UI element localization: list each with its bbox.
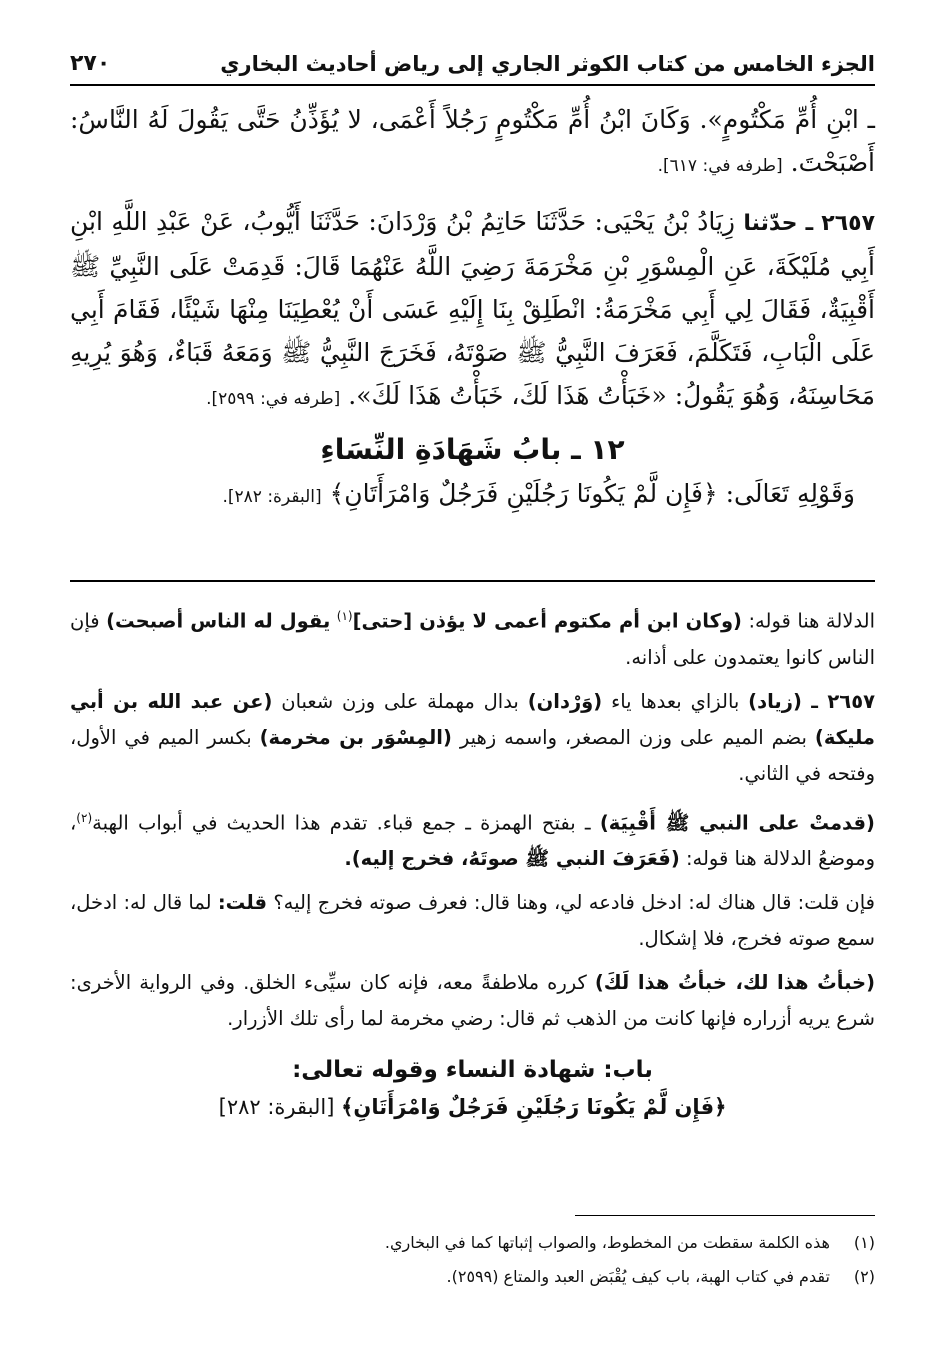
hadith-text xyxy=(70,98,875,519)
footnote-number: (٢) xyxy=(853,1267,875,1286)
chapter-verse: وَقَوْلِهِ تَعَالَى: ﴿فَإِن لَّمْ يَكُونَا رَجُلَيْنِ فَرَجُلٌ وَامْرَأَتَانِ﴾ [البقرة: ٢٨٢]. xyxy=(222,479,855,508)
commentary-paragraph-4: فإن قلت: قال هناك له: ادخل فادعه لي، وهنا قال: فعرف صوته فخرج إليه؟ قلت: لما قال له: ادخل، سمع صوته فخرج، فلا إشكال. xyxy=(70,891,876,950)
footnote-1 xyxy=(70,1226,875,1260)
footnote-text: تقدم في كتاب الهبة، باب كيف يُقْبَض العبد والمتاع (٢٥٩٩). xyxy=(446,1267,830,1286)
matn-paragraph-1: ـ ابْنِ أُمِّ مَكْتُومٍ». وَكَانَ ابْنُ أُمِّ مَكْتُومٍ رَجُلاً أَعْمَى، لا يُؤَذِّنُ حَتَّى يَقُولَ لَهُ النَّاسُ: أَصْبَحْتَ. [طرفه في: ٦١٧]. xyxy=(70,105,875,177)
commentary-paragraph-5: (خبأتُ هذا لك، خبأتُ هذا لَكَ) كرره ملاطفةً معه، فإنه كان سيِّىء الخلق. وفي الرواية الأخرى: شرع يريه أزراره فإنها كانت من الذهب ثم قال: رضي مخرمة لما رأى تلك الأزرار. xyxy=(70,971,875,1030)
footnotes xyxy=(70,1226,875,1294)
commentary-paragraph-2: ٢٦٥٧ ـ (زياد) بالزاي بعدها ياء (وَرْدان) بدال مهملة على وزن شعبان (عن عبد الله بن أبي مليكة) بضم الميم على وزن المصغر، واسمه زهير (المِسْوَر بن مخرمة) بكسر الميم في الأول، وفتحه في الثاني. xyxy=(70,689,875,785)
chapter-title: ١٢ ـ بابُ شَهَادَةِ النِّسَاءِ xyxy=(320,433,625,466)
matn-hadith-2657: ٢٦٥٧ ـ حدّثنا زِيَادُ بْنُ يَحْيَى: حَدَّثَنَا حَاتِمُ بْنُ وَرْدَانَ: حَدَّثَنَا أَيُّوبُ، عَنْ عَبْدِ اللَّهِ ابْنِ أَبِي مُلَيْكَةَ، عَنِ الْمِسْوَرِ بْنِ مَخْرَمَةَ رَضِيَ اللَّهُ عَنْهُمَا قَالَ: قَدِمَتْ عَلَى النَّبِيِّ ﷺ أَقْبِيَةٌ، فَقَالَ لِي أَبِي مَخْرَمَةُ: انْطَلِقْ بِنَا إِلَيْهِ عَسَى أَنْ يُعْطِيَنَا مِنْهَا شَيْئًا، فَقَامَ أَبِي عَلَى الْبَابِ، فَتَكَلَّمَ، فَعَرَفَ النَّبِيُّ ﷺ صَوْتَهُ، فَخَرَجَ النَّبِيُّ ﷺ وَمَعَهُ قَبَاءٌ، وَهُوَ يُرِيهِ مَحَاسِنَهُ، وَهُوَ يَقُولُ: «خَبَأْتُ هَذَا لَكَ، خَبَأْتُ هَذَا لَكَ». [طرفه في: ٢٥٩٩]. xyxy=(70,207,876,410)
hadith-number: ٢٦٥٧ ـ حدّثنا xyxy=(743,211,876,236)
cross-reference: [طرفه في: ٢٥٩٩]. xyxy=(206,389,341,409)
commentary-chapter-heading: باب: شهادة النساء وقوله تعالى: xyxy=(292,1057,653,1083)
header-rule xyxy=(70,84,875,86)
footnote-2 xyxy=(70,1260,875,1294)
running-title: الجزء الخامس من كتاب الكوثر الجاري إلى رياض أحاديث البخاري xyxy=(220,52,875,76)
footnote-number: (١) xyxy=(853,1233,875,1252)
footnote-rule xyxy=(575,1215,875,1216)
book-page xyxy=(70,30,875,1330)
commentary-paragraph-1: الدلالة هنا قوله: (وكان ابن أم مكتوم أعمى لا يؤذن [حتى]$^{(١)}$ يقول له الناس أصبحت) فإن الناس كانوا يعتمدون على أذانه. xyxy=(70,609,876,669)
page-header xyxy=(70,42,875,76)
section-divider xyxy=(70,580,875,582)
footnote-marker: (٢) xyxy=(76,810,93,825)
footnote-text: هذه الكلمة سقطت من المخطوط، والصواب إثباتها كما في البخاري. xyxy=(384,1233,830,1252)
commentary-paragraph-3: (قدمتْ على النبي ﷺ أَقْبِيَة) ـ بفتح الهمزة ـ جمع قباء. تقدم هذا الحديث في أبواب الهبة$^{(٢)}$، وموضعُ الدلالة هنا قوله: (فَعَرَفَ النبي ﷺ صوتَهُ، فخرج إليه). xyxy=(70,810,875,870)
verse-reference: [البقرة: ٢٨٢] xyxy=(218,1095,335,1119)
footnote-marker: (١) xyxy=(336,609,353,623)
page-number: ٢٧٠ xyxy=(70,51,111,76)
verse-reference: [البقرة: ٢٨٢]. xyxy=(222,487,322,507)
cross-reference: [طرفه في: ٦١٧]. xyxy=(657,156,783,176)
commentary-chapter-verse: ﴿فَإِن لَّمْ يَكُونَا رَجُلَيْنِ فَرَجُلٌ وَامْرَأَتَانِ﴾ [البقرة: ٢٨٢] xyxy=(218,1095,727,1119)
commentary xyxy=(70,598,875,1133)
